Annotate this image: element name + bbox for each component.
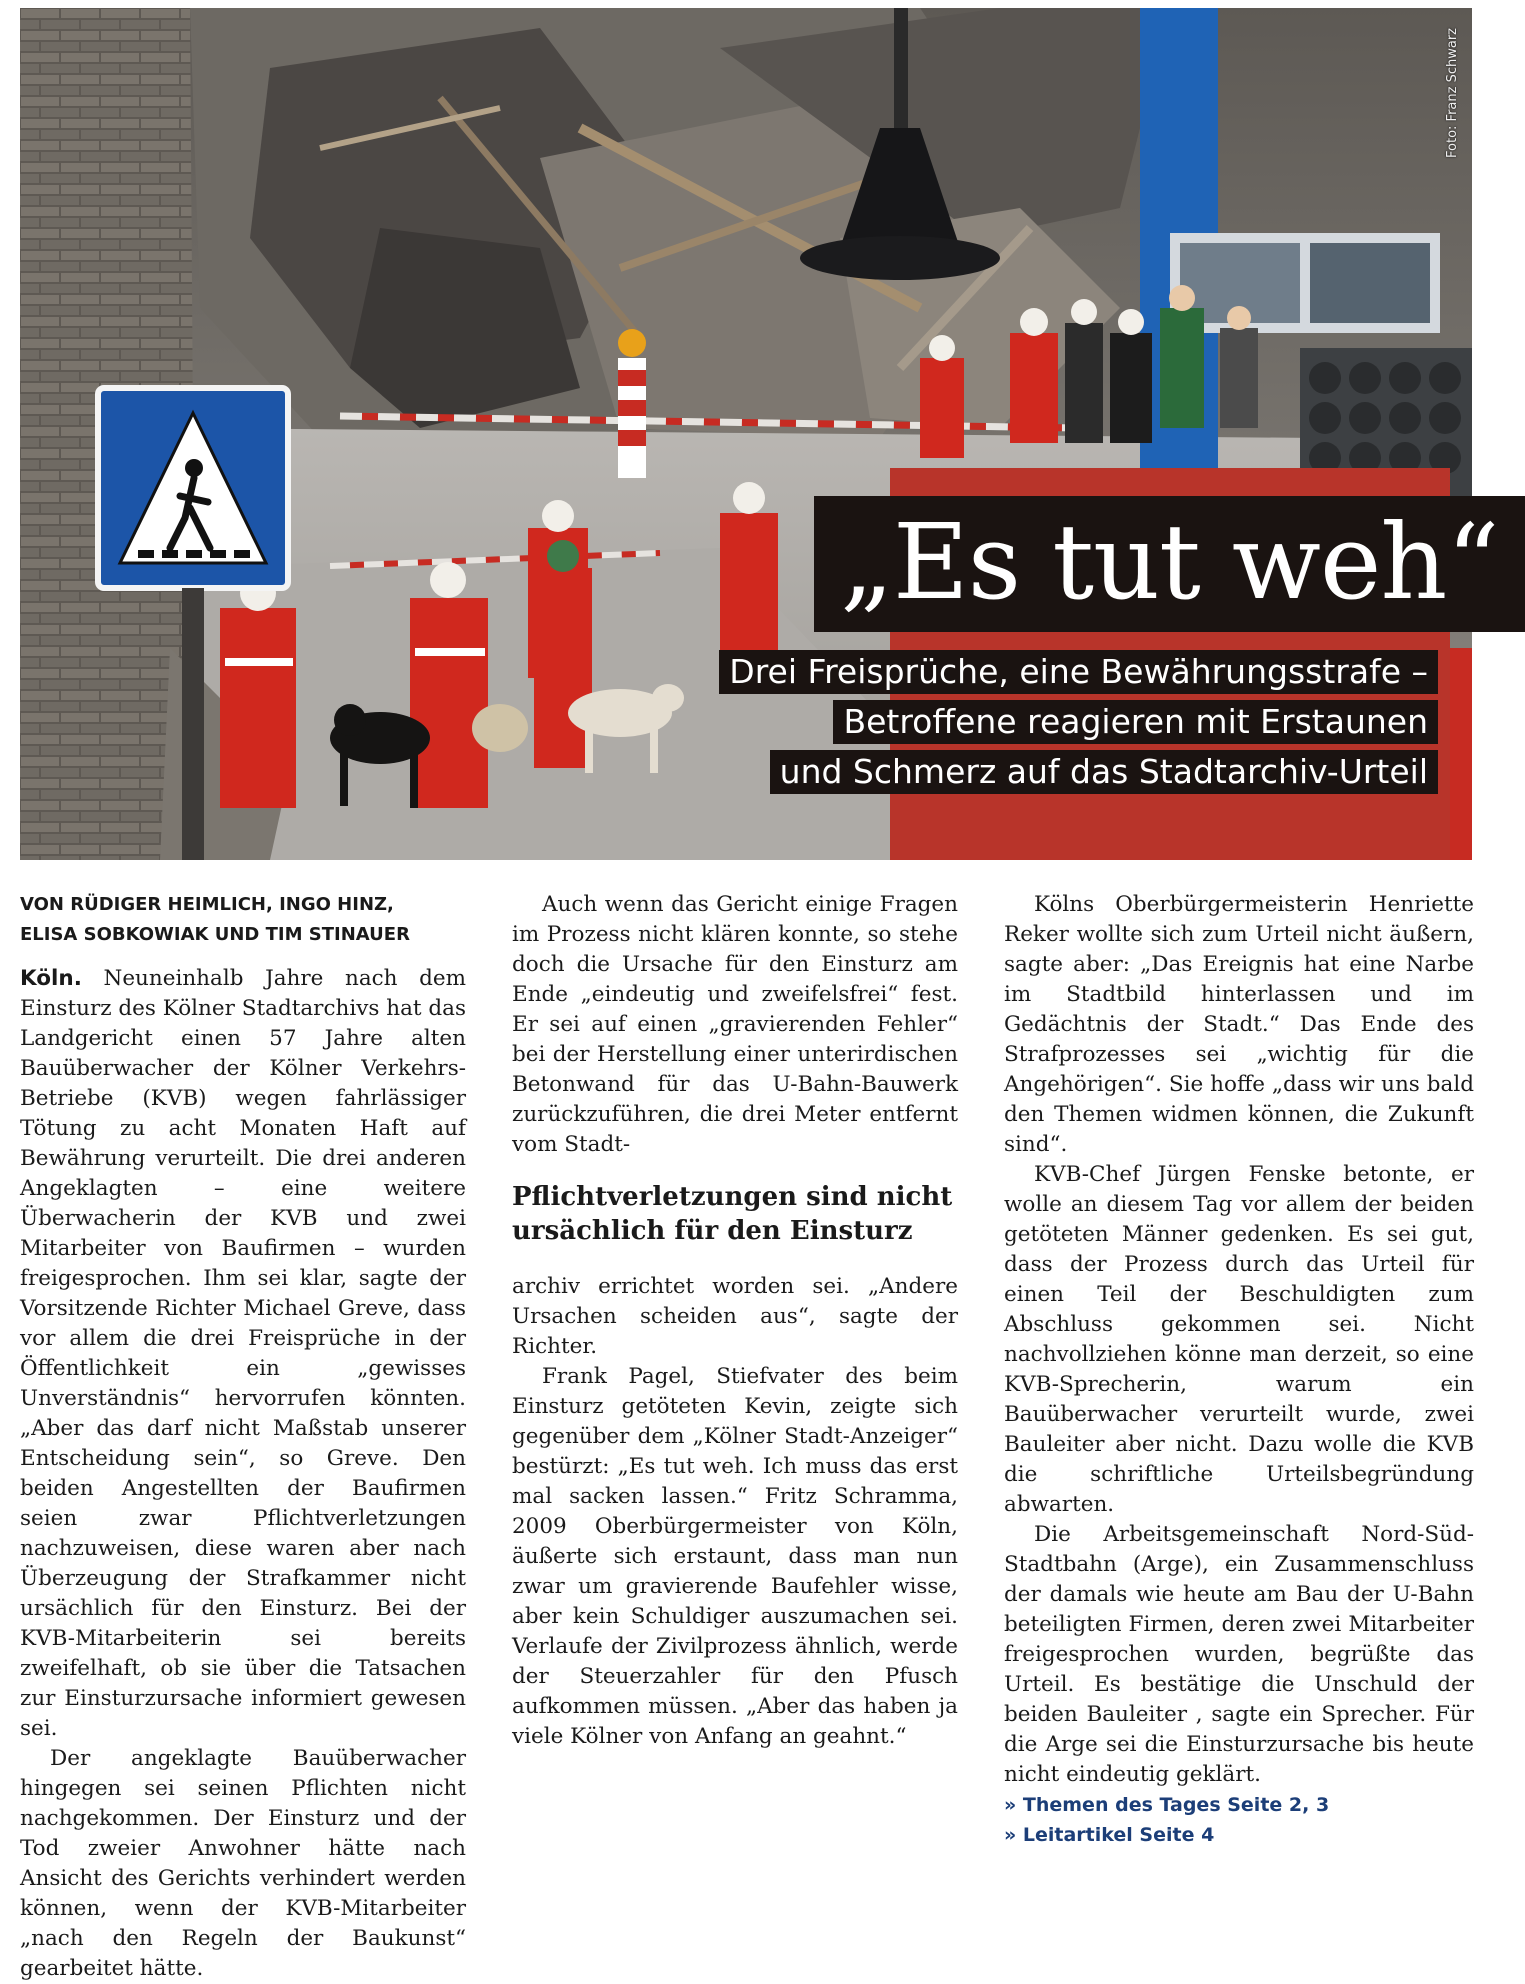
article-paragraph-3-continued: archiv errichtet worden sei. „Andere Ursachen scheiden aus“, sagte der Richter. <box>512 1274 958 1359</box>
subheadline-line-3: und Schmerz auf das Stadtarchiv-Urteil <box>770 750 1438 794</box>
article-column-1 <box>20 890 466 1984</box>
headline: „Es tut weh“ <box>814 496 1525 632</box>
article-paragraph-7: Die Arbeitsgemeinschaft Nord-Süd-Stadtbahn (Arge), ein Zusammenschluss der damals wie heute am Bau der U-Bahn beteiligten Firmen, deren zwei Mitarbeiter freigesprochen wurden, begrüßte das Urteil. Es bestätige die Unschuld der beiden Bauleiter , sagte ein Sprecher. Für die Arge sei die Einsturzursache bis heute nicht eindeutig geklärt. <box>1004 1522 1474 1787</box>
paragraph-1-text: Neuneinhalb Jahre nach dem Einsturz des Kölner Stadtarchivs hat das Landgericht einen 57 Jahre alten Bauüberwacher der Kölner Verkehrs-Betriebe (KVB) wegen fahrlässiger Tötung zu acht Monaten Haft auf Bewährung verurteilt. Die drei anderen Angeklagten – eine weitere Überwacherin der KVB und zwei Mitarbeiter von Baufirmen – wurden freigesprochen. Ihm sei klar, sagte der Vorsitzende Richter Michael Greve, dass vor allem die drei Freisprüche in der Öffentlichkeit ein „gewisses Unverständnis“ hervorrufen könnten. „Aber das darf nicht Maßstab unserer Entscheidung sein“, so Greve. Den beiden Angestellten der Baufirmen seien zwar Pflichtverletzungen nachzuweisen, diese waren aber nach Überzeugung der Strafkammer nicht ursächlich für den Einsturz. Bei der KVB-Mitarbeiterin sei bereits zweifelhaft, ob sie über die Tatsachen zur Einsturzursache informiert gewesen sei. <box>20 966 466 1741</box>
subheadline-line-1: Drei Freisprüche, eine Bewährungsstrafe – <box>719 650 1438 694</box>
article-paragraph-4: Frank Pagel, Stiefvater des beim Einsturz getöteten Kevin, zeigte sich gegenüber dem „Kölner Stadt-Anzeiger“ bestürzt: „Es tut weh. Ich muss das erst mal sacken lassen.“ Fritz Schramma, 2009 Oberbürgermeister von Köln, äußerte sich erstaunt, dass man nun zwar um gravierende Baufehler wisse, aber kein Schuldiger auszumachen sei. Verlaufe der Zivilprozess ähnlich, werde der Steuerzahler für den Pfusch aufkommen müssen. „Aber das haben ja viele Kölner von Anfang an geahnt.“ <box>512 1364 958 1749</box>
article-paragraph-6: KVB-Chef Jürgen Fenske betonte, er wolle an diesem Tag vor allem der beiden getöteten Männer gedenken. Es sei gut, dass der Prozess durch das Urteil für einen Teil der Beschuldigten zum Abschluss gekommen sei. Nicht nachvollziehen könne man derzeit, so eine KVB-Sprecherin, warum ein Bauüberwacher verurteilt wurde, zwei Bauleiter aber nicht. Dazu wolle die KVB die schriftliche Urteilsbegründung abwarten. <box>1004 1162 1474 1517</box>
byline <box>20 890 466 950</box>
lead-photo <box>20 8 1499 860</box>
subheadline-line-2: Betroffene reagieren mit Erstaunen <box>833 700 1438 744</box>
article-column-2 <box>512 890 958 1752</box>
reference-link-themen[interactable]: » Themen des Tages Seite 2, 3 <box>1004 1794 1330 1816</box>
article-paragraph-1 <box>20 964 466 1744</box>
article-paragraph-5: Kölns Oberbürgermeisterin Henriette Reker wollte sich zum Urteil nicht äußern, sagte aber: „Das Ereignis hat eine Narbe im Stadtbild hinterlassen und im Gedächtnis der Stadt.“ Das Ende des Strafprozesses sei „wichtig für die Angehörigen“. Sie hoffe „dass wir uns bald den Themen widmen können, die Zukunft sind“. <box>1004 892 1474 1157</box>
photo-credit: Foto: Franz Schwarz <box>1445 28 1460 158</box>
byline-line-1: VON RÜDIGER HEIMLICH, INGO HINZ, <box>20 894 394 915</box>
article-paragraph-3: Auch wenn das Gericht einige Fragen im Prozess nicht klären konnte, so stehe doch die Ursache für den Einsturz am Ende „eindeutig und zweifelsfrei“ fest. Er sei auf einen „gravierenden Fehler“ bei der Herstellung einer unterirdischen Betonwand für das U-Bahn-Bauwerk zurückzuführen, die drei Meter entfernt vom Stadt- <box>512 892 958 1157</box>
byline-line-2: ELISA SOBKOWIAK UND TIM STINAUER <box>20 924 410 945</box>
article-column-3 <box>1004 890 1474 1850</box>
article-subhead: Pflichtverletzungen sind nicht ursächlich für den Einsturz <box>512 1182 953 1246</box>
dateline: Köln. <box>20 966 82 991</box>
article-paragraph-2: Der angeklagte Bauüberwacher hingegen sei seinen Pflichten nicht nachgekommen. Der Einsturz und der Tod zweier Anwohner hätte nach Ansicht des Gerichts verhindert werden können, wenn der KVB-Mitarbeiter „nach den Regeln der Baukunst“ gearbeitet hätte. <box>20 1746 466 1981</box>
reference-link-leitartikel[interactable]: » Leitartikel Seite 4 <box>1004 1824 1215 1846</box>
